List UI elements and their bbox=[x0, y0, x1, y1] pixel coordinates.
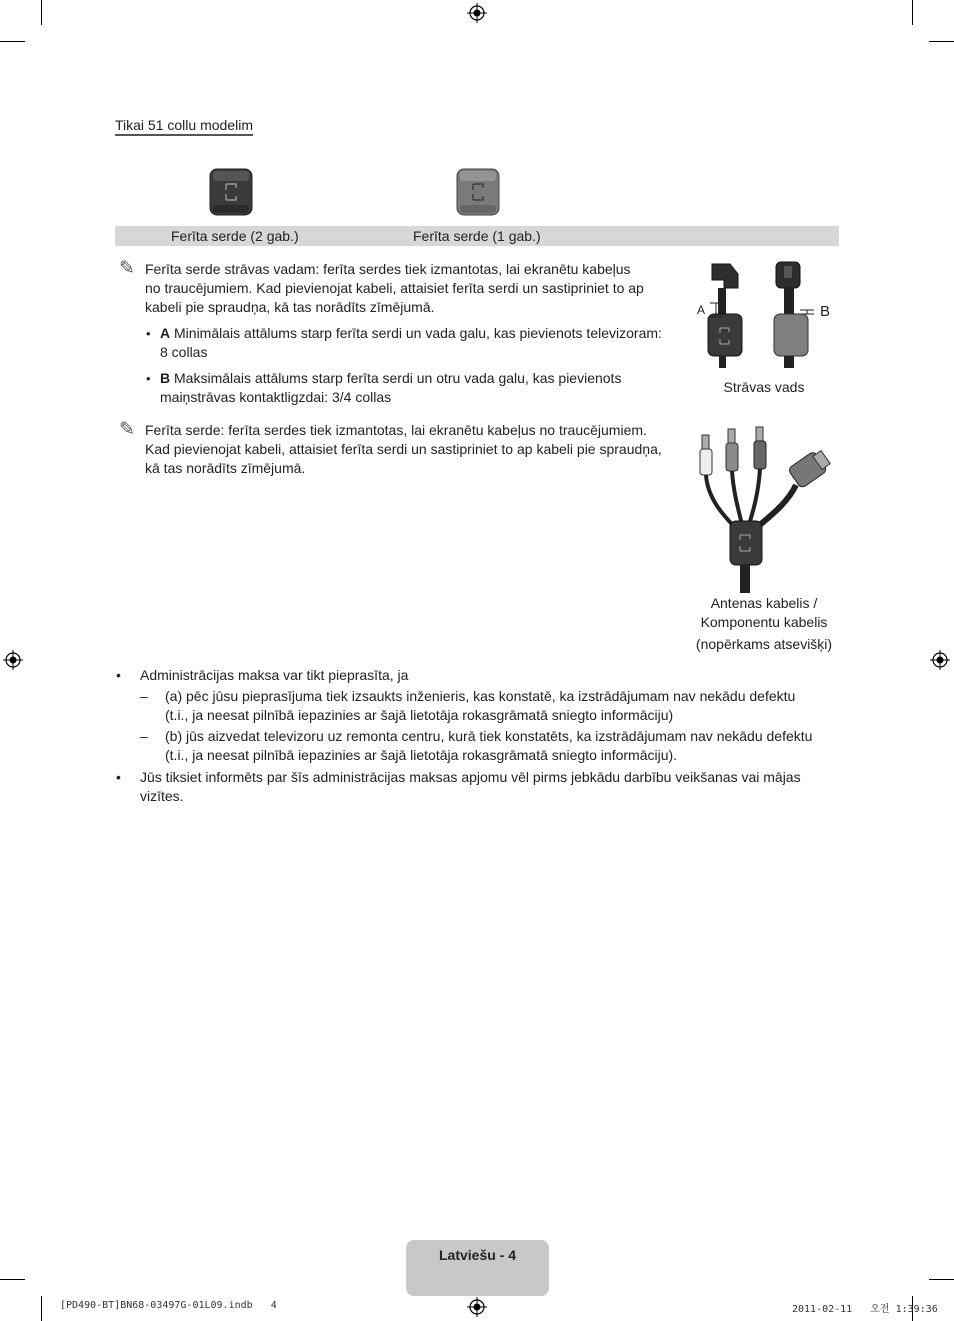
admin-sub-item-b: (b) jūs aizvedat televizoru uz remonta centru, kurā tiek konstatēts, ka izstrādājumam nav nekādu defektu (t.i., ja neesat pilnībā iepazinies ar šajā lietotāja rokasgrāmatā sniegto informāciju). bbox=[165, 728, 813, 763]
registration-mark-icon bbox=[930, 650, 950, 670]
ferrite-label: Ferīta serde (2 gab.) bbox=[171, 228, 299, 244]
pencil-note-icon: ✎ bbox=[119, 258, 135, 279]
crop-mark bbox=[929, 41, 954, 42]
admin-bullet-marker: • bbox=[116, 667, 121, 683]
crop-mark bbox=[0, 41, 25, 42]
ferrite-core-dark-icon bbox=[208, 167, 254, 217]
page-number: Latviešu - 4 bbox=[438, 1247, 517, 1263]
marker-b-label: B bbox=[820, 303, 831, 320]
antenna-cable-illustration bbox=[694, 425, 836, 595]
note-paragraph: Ferīta serde strāvas vadam: ferīta serdes tiek izmantotas, lai ekranētu kabeļus no traucējumiem. Kad pievienojat kabeli, attaisiet ferīta serdi un sastipriniet to ap kabeli pie spraudņa, kā tas norādīts zīmējumā. bbox=[145, 261, 644, 315]
antenna-cable-caption: Antenas kabelis / Komponentu kabelis (nopērkams atsevišķi) bbox=[695, 595, 833, 652]
admin-sub-item-a: (a) pēc jūsu pieprasījuma tiek izsaukts inženieris, kas konstatē, ka izstrādājumam nav nekādu defektu (t.i., ja neesat pilnībā iepazinies ar šajā lietotāja rokasgrāmatā sniegto informāciju) bbox=[165, 688, 796, 723]
print-file-info: [PD490-BT]BN68-03497G-01L09.indb 4 bbox=[60, 1300, 277, 1311]
admin-dash-marker: – bbox=[140, 688, 148, 704]
registration-mark-icon bbox=[3, 650, 23, 670]
bullet-item-a: A Minimālais attālums starp ferīta serdi un vada galu, kas pievienots televizoram: 8 collas bbox=[160, 325, 662, 360]
crop-mark bbox=[0, 1279, 25, 1280]
registration-mark-icon bbox=[467, 3, 487, 23]
bullet-item-b: B Maksimālais attālums starp ferīta serdi un otru vada galu, kas pievienots maiņstrāvas kontaktligzdai: 3/4 collas bbox=[160, 370, 622, 405]
admin-bullet-marker: • bbox=[116, 769, 121, 785]
admin-bullet-1: Administrācijas maksa var tikt pieprasīta, ja bbox=[140, 667, 409, 683]
bullet-icon: • bbox=[146, 326, 151, 341]
print-timestamp: 2011-02-11 오전 1:39:36 bbox=[792, 1304, 938, 1315]
bullet-icon: • bbox=[146, 371, 151, 386]
crop-mark bbox=[41, 0, 42, 25]
pencil-note-icon: ✎ bbox=[119, 419, 135, 440]
ferrite-core-gray-icon bbox=[455, 167, 501, 217]
note-paragraph: Ferīta serde: ferīta serdes tiek izmantotas, lai ekranētu kabeļus no traucējumiem. Kad pievienojat kabeli, attaisiet ferīta serdi un sastipriniet to ap kabeli pie spraudņa, kā tas norādīts zīmējumā. bbox=[145, 422, 662, 476]
marker-a-label: A bbox=[697, 303, 706, 317]
power-cord-caption: Strāvas vads bbox=[723, 379, 805, 395]
admin-bullet-2: Jūs tiksiet informēts par šīs administrācijas maksas apjomu vēl pirms jebkādu darbību veikšanas vai mājas vizītes. bbox=[140, 769, 801, 804]
crop-mark bbox=[929, 1279, 954, 1280]
power-cord-illustration bbox=[694, 258, 838, 370]
admin-dash-marker: – bbox=[140, 728, 148, 744]
section-heading: Tikai 51 collu modelim bbox=[115, 117, 253, 136]
ferrite-label-band bbox=[115, 226, 839, 246]
ferrite-label: Ferīta serde (1 gab.) bbox=[413, 228, 541, 244]
registration-mark-icon bbox=[467, 1297, 487, 1317]
crop-mark bbox=[912, 0, 913, 25]
crop-mark bbox=[41, 1296, 42, 1321]
